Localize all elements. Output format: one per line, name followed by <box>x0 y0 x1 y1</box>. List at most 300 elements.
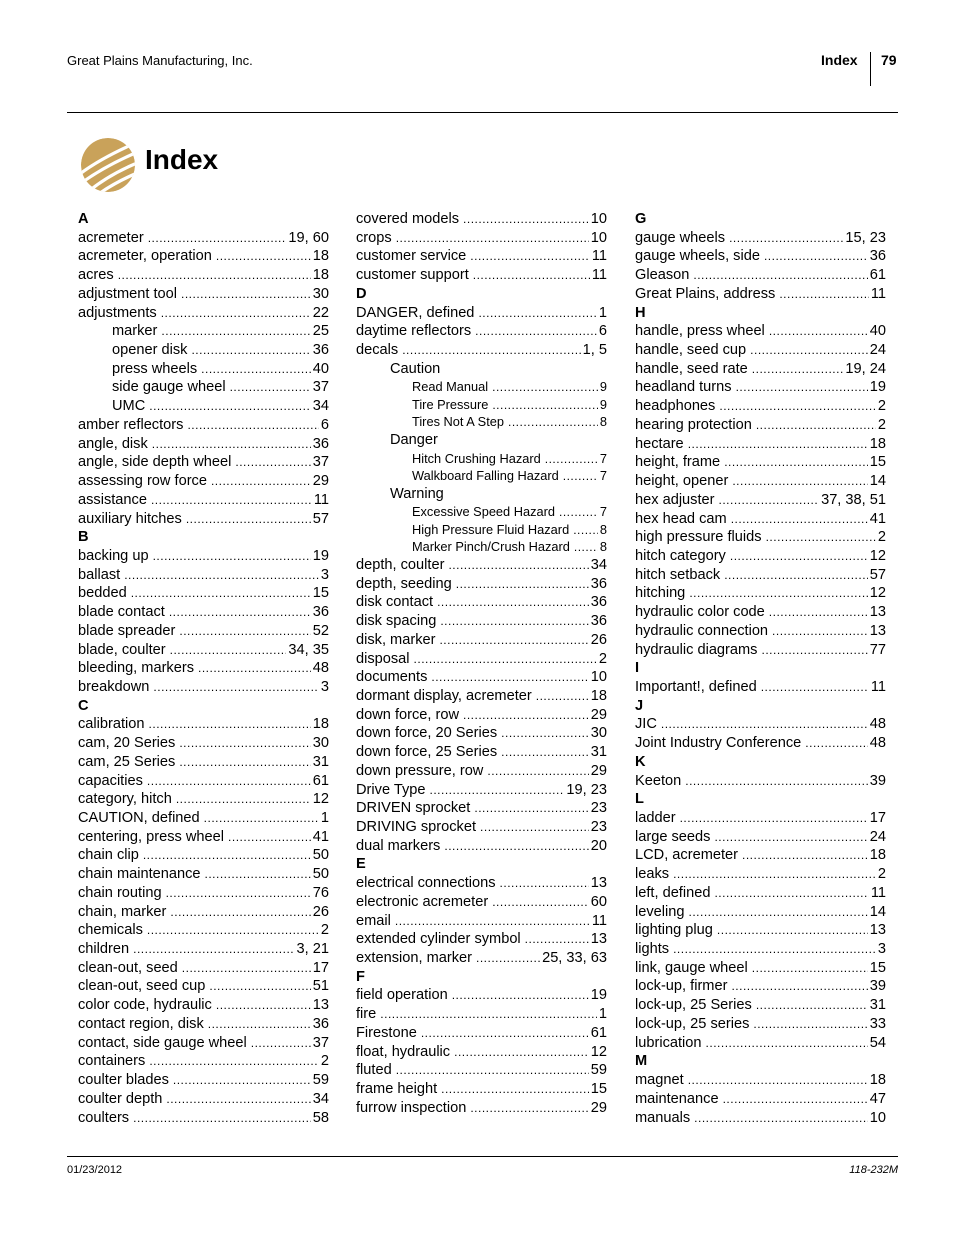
index-term: coulters <box>78 1109 130 1126</box>
index-entry <box>356 396 607 414</box>
index-page-refs: 41 <box>869 510 886 527</box>
index-entry <box>356 762 607 781</box>
index-page-refs: 50 <box>312 847 329 864</box>
index-page-refs: 24 <box>869 342 886 359</box>
dot-leader <box>724 566 868 585</box>
index-page-refs: 36 <box>869 248 886 265</box>
index-term: field operation <box>356 987 448 1004</box>
index-term: depth, seeding <box>356 575 452 592</box>
index-term: down force, row <box>356 706 460 723</box>
index-page-refs: 13 <box>869 922 886 939</box>
index-entry <box>78 491 329 510</box>
index-term: magnet <box>635 1072 684 1089</box>
index-page-refs: 11 <box>591 248 607 265</box>
dot-leader <box>176 790 311 809</box>
index-page-refs: 10 <box>590 229 607 246</box>
dot-leader <box>563 468 598 486</box>
index-term: capacities <box>78 772 143 789</box>
index-page-refs: 15 <box>590 1081 607 1098</box>
index-term: down force, 25 Series <box>356 744 498 761</box>
dot-leader <box>661 715 868 734</box>
index-entry <box>78 453 329 472</box>
index-entry <box>78 828 329 847</box>
index-page-refs: 61 <box>590 1024 607 1041</box>
index-entry <box>78 435 329 454</box>
index-entry <box>356 1061 607 1080</box>
index-term: Important!, defined <box>635 678 757 695</box>
index-term: fire <box>356 1006 377 1023</box>
dot-leader <box>440 612 588 631</box>
index-page-refs: 18 <box>312 267 329 284</box>
index-page-refs: 31 <box>312 753 329 770</box>
dot-leader <box>732 472 867 491</box>
index-page-refs: 37 <box>312 454 329 471</box>
dot-leader <box>395 912 590 931</box>
index-entry <box>635 996 886 1015</box>
index-term: hectare <box>635 435 684 452</box>
index-term: headphones <box>635 398 716 415</box>
index-term: hitch category <box>635 547 726 564</box>
index-page-refs: 13 <box>590 875 607 892</box>
index-entry <box>635 828 886 847</box>
index-entry <box>78 472 329 491</box>
index-page-refs: 39 <box>869 772 886 789</box>
index-term: acremeter <box>78 229 144 246</box>
index-term: DRIVEN sprocket <box>356 800 471 817</box>
index-entry <box>356 612 607 631</box>
index-page-refs: 40 <box>869 323 886 340</box>
index-term: dual markers <box>356 837 441 854</box>
index-entry <box>356 949 607 968</box>
index-term: depth, coulter <box>356 556 445 573</box>
index-page-refs: 6 <box>598 323 607 340</box>
index-entry <box>356 743 607 762</box>
index-term: float, hydraulic <box>356 1043 451 1060</box>
index-entry <box>635 622 886 641</box>
index-page-refs: 76 <box>312 884 329 901</box>
index-page-refs: 51 <box>312 978 329 995</box>
index-page-refs: 18 <box>312 248 329 265</box>
index-term: UMC <box>112 398 146 415</box>
dot-leader <box>673 865 876 884</box>
dot-leader <box>719 491 820 510</box>
dot-leader <box>752 360 844 379</box>
index-page-refs: 57 <box>312 510 329 527</box>
index-subheading: Danger <box>390 431 438 448</box>
dot-leader <box>205 865 311 884</box>
index-page-refs: 10 <box>590 211 607 227</box>
index-entry <box>635 903 886 922</box>
index-term: email <box>356 912 391 929</box>
index-entry <box>78 959 329 978</box>
index-entry <box>356 322 607 341</box>
dot-leader <box>805 734 867 753</box>
index-entry <box>356 210 607 229</box>
great-plains-logo-icon <box>80 137 136 193</box>
dot-leader <box>476 949 540 968</box>
index-entry <box>78 266 329 285</box>
index-entry <box>356 575 607 594</box>
index-term: extended cylinder symbol <box>356 931 521 948</box>
index-entry <box>356 781 607 800</box>
dot-leader <box>452 986 589 1005</box>
index-page-refs: 9 <box>599 396 607 412</box>
index-term: disk spacing <box>356 613 437 630</box>
index-entry <box>635 865 886 884</box>
dot-leader <box>694 1109 868 1128</box>
index-entry <box>635 229 886 248</box>
index-page-refs: 11 <box>870 285 886 302</box>
index-entry <box>78 1015 329 1034</box>
index-term: blade spreader <box>78 622 176 639</box>
index-term: lights <box>635 941 670 958</box>
index-entry <box>635 1071 886 1090</box>
dot-leader <box>396 229 589 248</box>
index-term: leveling <box>635 903 685 920</box>
dot-leader <box>208 1015 311 1034</box>
index-term: ballast <box>78 566 121 583</box>
index-term: press wheels <box>112 360 198 377</box>
index-term: coulter depth <box>78 1090 163 1107</box>
index-entry <box>635 772 886 791</box>
dot-leader <box>500 874 589 893</box>
index-page-refs: 1, 5 <box>582 342 607 359</box>
index-page-refs: 3 <box>877 941 886 958</box>
index-entry <box>78 641 329 660</box>
index-page-refs: 12 <box>312 791 329 808</box>
dot-leader <box>179 622 310 641</box>
dot-leader <box>545 451 598 469</box>
index-letter-heading: M <box>635 1053 648 1070</box>
dot-leader <box>473 266 590 285</box>
index-term: height, frame <box>635 454 721 471</box>
index-entry <box>78 1052 329 1071</box>
index-term: lubrication <box>635 1034 702 1051</box>
index-entry <box>78 977 329 996</box>
index-term: hearing protection <box>635 416 752 433</box>
index-term: LCD, acremeter <box>635 847 738 864</box>
index-page-refs: 2 <box>320 1053 329 1070</box>
index-entry <box>78 229 329 248</box>
index-page-refs: 36 <box>312 435 329 452</box>
index-term: Drive Type <box>356 781 426 798</box>
index-entry <box>356 706 607 725</box>
index-entry <box>356 467 607 485</box>
index-term: hydraulic color code <box>635 604 765 621</box>
dot-leader <box>480 818 589 837</box>
index-entry <box>356 593 607 612</box>
index-entry <box>635 453 886 472</box>
index-page-refs: 36 <box>312 1015 329 1032</box>
index-term: Tires Not A Step <box>412 414 504 430</box>
dot-leader <box>148 229 287 248</box>
index-term: adjustments <box>78 304 157 321</box>
index-entry <box>635 678 886 697</box>
index-term: furrow inspection <box>356 1099 467 1116</box>
index-term: cam, 20 Series <box>78 735 176 752</box>
dot-leader <box>198 659 311 678</box>
index-term: customer support <box>356 267 469 284</box>
dot-leader <box>170 641 287 660</box>
index-page-refs: 23 <box>590 800 607 817</box>
index-term: covered models <box>356 211 460 227</box>
index-page-refs: 8 <box>599 539 607 555</box>
dot-leader <box>228 828 311 847</box>
index-entry <box>635 809 886 828</box>
index-entry <box>635 1109 886 1128</box>
index-page-refs: 17 <box>312 959 329 976</box>
index-entry <box>635 715 886 734</box>
dot-leader <box>448 556 588 575</box>
index-entry <box>635 940 886 959</box>
dot-leader <box>216 996 311 1015</box>
dot-leader <box>501 743 589 762</box>
dot-leader <box>772 622 868 641</box>
dot-leader <box>133 1109 311 1128</box>
index-entry <box>356 450 607 468</box>
index-entry <box>635 472 886 491</box>
index-entry <box>356 874 607 893</box>
index-entry <box>78 566 329 585</box>
index-page-refs: 37 <box>312 379 329 396</box>
index-letter-heading: C <box>78 697 89 714</box>
index-entry <box>356 930 607 949</box>
dot-leader <box>437 593 589 612</box>
index-page-refs: 2 <box>877 529 886 546</box>
dot-leader <box>761 641 867 660</box>
index-entry <box>356 413 607 431</box>
index-entry <box>635 921 886 940</box>
index-entry <box>78 753 329 772</box>
index-entry <box>78 903 329 922</box>
index-letter-heading: B <box>78 529 89 546</box>
index-page-refs: 30 <box>590 725 607 742</box>
index-term: frame height <box>356 1081 438 1098</box>
dot-leader <box>573 522 598 540</box>
index-term: daytime reflectors <box>356 323 472 340</box>
index-entry <box>635 584 886 603</box>
index-page-refs: 15 <box>869 959 886 976</box>
dot-leader <box>723 1090 868 1109</box>
index-term: hitching <box>635 585 686 602</box>
index-entry <box>356 1005 607 1024</box>
index-letter-heading: H <box>635 304 646 321</box>
index-entry <box>78 397 329 416</box>
index-page-refs: 18 <box>869 847 886 864</box>
index-page-refs: 61 <box>312 772 329 789</box>
index-term: angle, disk <box>78 435 148 452</box>
index-entry <box>635 977 886 996</box>
index-entry <box>635 341 886 360</box>
index-page-refs: 52 <box>312 622 329 639</box>
index-term: customer service <box>356 248 467 265</box>
index-entry <box>635 435 886 454</box>
index-page-refs: 26 <box>590 631 607 648</box>
index-entry <box>356 837 607 856</box>
dot-leader <box>706 1034 868 1053</box>
index-page-refs: 11 <box>591 912 607 929</box>
dot-leader <box>181 285 311 304</box>
index-term: headland turns <box>635 379 732 396</box>
index-entry <box>356 229 607 248</box>
index-page-refs: 37, 38, 51 <box>821 491 886 508</box>
index-entry <box>356 1024 607 1043</box>
index-page-refs: 13 <box>312 997 329 1014</box>
section-name: Index <box>821 52 858 68</box>
dot-leader <box>209 977 310 996</box>
index-letter-heading: F <box>356 968 365 985</box>
index-entry <box>78 940 329 959</box>
index-term: high pressure fluids <box>635 529 762 546</box>
index-page-refs: 3 <box>320 678 329 695</box>
index-term: manuals <box>635 1109 691 1126</box>
index-entry <box>356 1099 607 1118</box>
index-term: assessing row force <box>78 473 207 490</box>
index-entry <box>356 724 607 743</box>
index-subheading: Caution <box>390 360 441 377</box>
index-term: acres <box>78 267 114 284</box>
dot-leader <box>689 584 867 603</box>
index-entry <box>635 846 886 865</box>
index-term: Marker Pinch/Crush Hazard <box>412 539 570 555</box>
index-page-refs: 1 <box>598 1006 607 1023</box>
index-page-refs: 13 <box>590 931 607 948</box>
index-entry <box>356 1043 607 1062</box>
index-term: acremeter, operation <box>78 248 212 265</box>
index-entry <box>635 322 886 341</box>
index-page-refs: 19, 23 <box>566 781 607 798</box>
index-term: hydraulic diagrams <box>635 641 758 658</box>
index-page-refs: 19 <box>869 379 886 396</box>
index-page-refs: 26 <box>312 903 329 920</box>
index-term: Joint Industry Conference <box>635 735 802 752</box>
index-page-refs: 13 <box>869 622 886 639</box>
index-entry <box>78 1071 329 1090</box>
index-entry <box>78 285 329 304</box>
index-term: Excessive Speed Hazard <box>412 504 555 520</box>
index-term: containers <box>78 1053 146 1070</box>
index-term: chain routing <box>78 884 162 901</box>
dot-leader <box>216 247 311 266</box>
index-term: Gleason <box>635 267 690 284</box>
index-entry <box>78 809 329 828</box>
index-letter-heading: K <box>635 753 646 770</box>
index-term: gauge wheels, side <box>635 248 760 265</box>
index-entry <box>78 996 329 1015</box>
dot-leader <box>151 491 312 510</box>
dot-leader <box>201 360 311 379</box>
index-column-3 <box>635 210 886 1127</box>
dot-leader <box>724 453 868 472</box>
index-entry <box>78 772 329 791</box>
index-entry <box>78 510 329 529</box>
dot-leader <box>429 781 564 800</box>
index-page-refs: 25 <box>312 323 329 340</box>
dot-leader <box>731 977 867 996</box>
dot-leader <box>752 959 868 978</box>
index-entry <box>78 865 329 884</box>
index-page-refs: 34 <box>312 1090 329 1107</box>
index-page-refs: 9 <box>599 379 607 395</box>
index-entry <box>356 799 607 818</box>
index-entry <box>635 397 886 416</box>
dot-leader <box>179 734 310 753</box>
index-page-refs: 48 <box>869 735 886 752</box>
dot-leader <box>536 687 589 706</box>
dot-leader <box>166 884 311 903</box>
index-term: crops <box>356 229 392 246</box>
dot-leader <box>251 1034 311 1053</box>
index-entry <box>635 1090 886 1109</box>
index-term: link, gauge wheel <box>635 959 748 976</box>
index-page-refs: 39 <box>869 978 886 995</box>
index-page-refs: 29 <box>590 706 607 723</box>
index-page-refs: 7 <box>599 450 607 466</box>
header-rule <box>67 112 898 113</box>
index-entry <box>356 893 607 912</box>
index-page-refs: 54 <box>869 1034 886 1051</box>
index-term: side gauge wheel <box>112 379 226 396</box>
index-page-refs: 77 <box>869 641 886 658</box>
index-page-refs: 17 <box>869 810 886 826</box>
dot-leader <box>742 846 868 865</box>
dot-leader <box>492 397 598 415</box>
index-letter-heading: A <box>78 211 89 227</box>
index-term: lock-up, firmer <box>635 978 728 995</box>
index-term: breakdown <box>78 678 150 695</box>
index-page-refs: 34 <box>312 398 329 415</box>
index-page-refs: 18 <box>869 1072 886 1089</box>
index-term: bleeding, markers <box>78 660 194 677</box>
index-page-refs: 36 <box>590 575 607 592</box>
index-page-refs: 48 <box>869 716 886 733</box>
index-term: height, opener <box>635 473 729 490</box>
footer-doc-id: 118-232M <box>849 1164 898 1176</box>
dot-leader <box>204 809 319 828</box>
index-term: leaks <box>635 866 670 883</box>
index-term: Read Manual <box>412 379 489 395</box>
dot-leader <box>714 884 868 903</box>
dot-leader <box>492 893 589 912</box>
index-page-refs: 33 <box>869 1015 886 1032</box>
dot-leader <box>769 603 868 622</box>
index-page-refs: 1 <box>598 304 607 321</box>
dot-leader <box>685 772 868 791</box>
index-term: hex head cam <box>635 510 727 527</box>
index-entry <box>635 1034 886 1053</box>
dot-leader <box>414 650 597 669</box>
index-page-refs: 29 <box>590 1099 607 1116</box>
index-term: hex adjuster <box>635 491 715 508</box>
index-page-refs: 34 <box>590 556 607 573</box>
dot-leader <box>143 846 311 865</box>
index-entry <box>356 650 607 669</box>
index-term: ladder <box>635 810 676 826</box>
dot-leader <box>179 753 310 772</box>
index-page-refs: 37 <box>312 1034 329 1051</box>
index-page-refs: 7 <box>599 468 607 484</box>
dot-leader <box>431 668 588 687</box>
header-divider <box>870 52 871 86</box>
dot-leader <box>673 940 876 959</box>
index-page-refs: 19, 60 <box>288 229 329 246</box>
index-term: High Pressure Fluid Hazard <box>412 521 570 537</box>
index-page-refs: 14 <box>869 473 886 490</box>
index-page-refs: 2 <box>877 398 886 415</box>
index-term: hydraulic connection <box>635 622 769 639</box>
dot-leader <box>421 1024 589 1043</box>
index-entry <box>78 584 329 603</box>
